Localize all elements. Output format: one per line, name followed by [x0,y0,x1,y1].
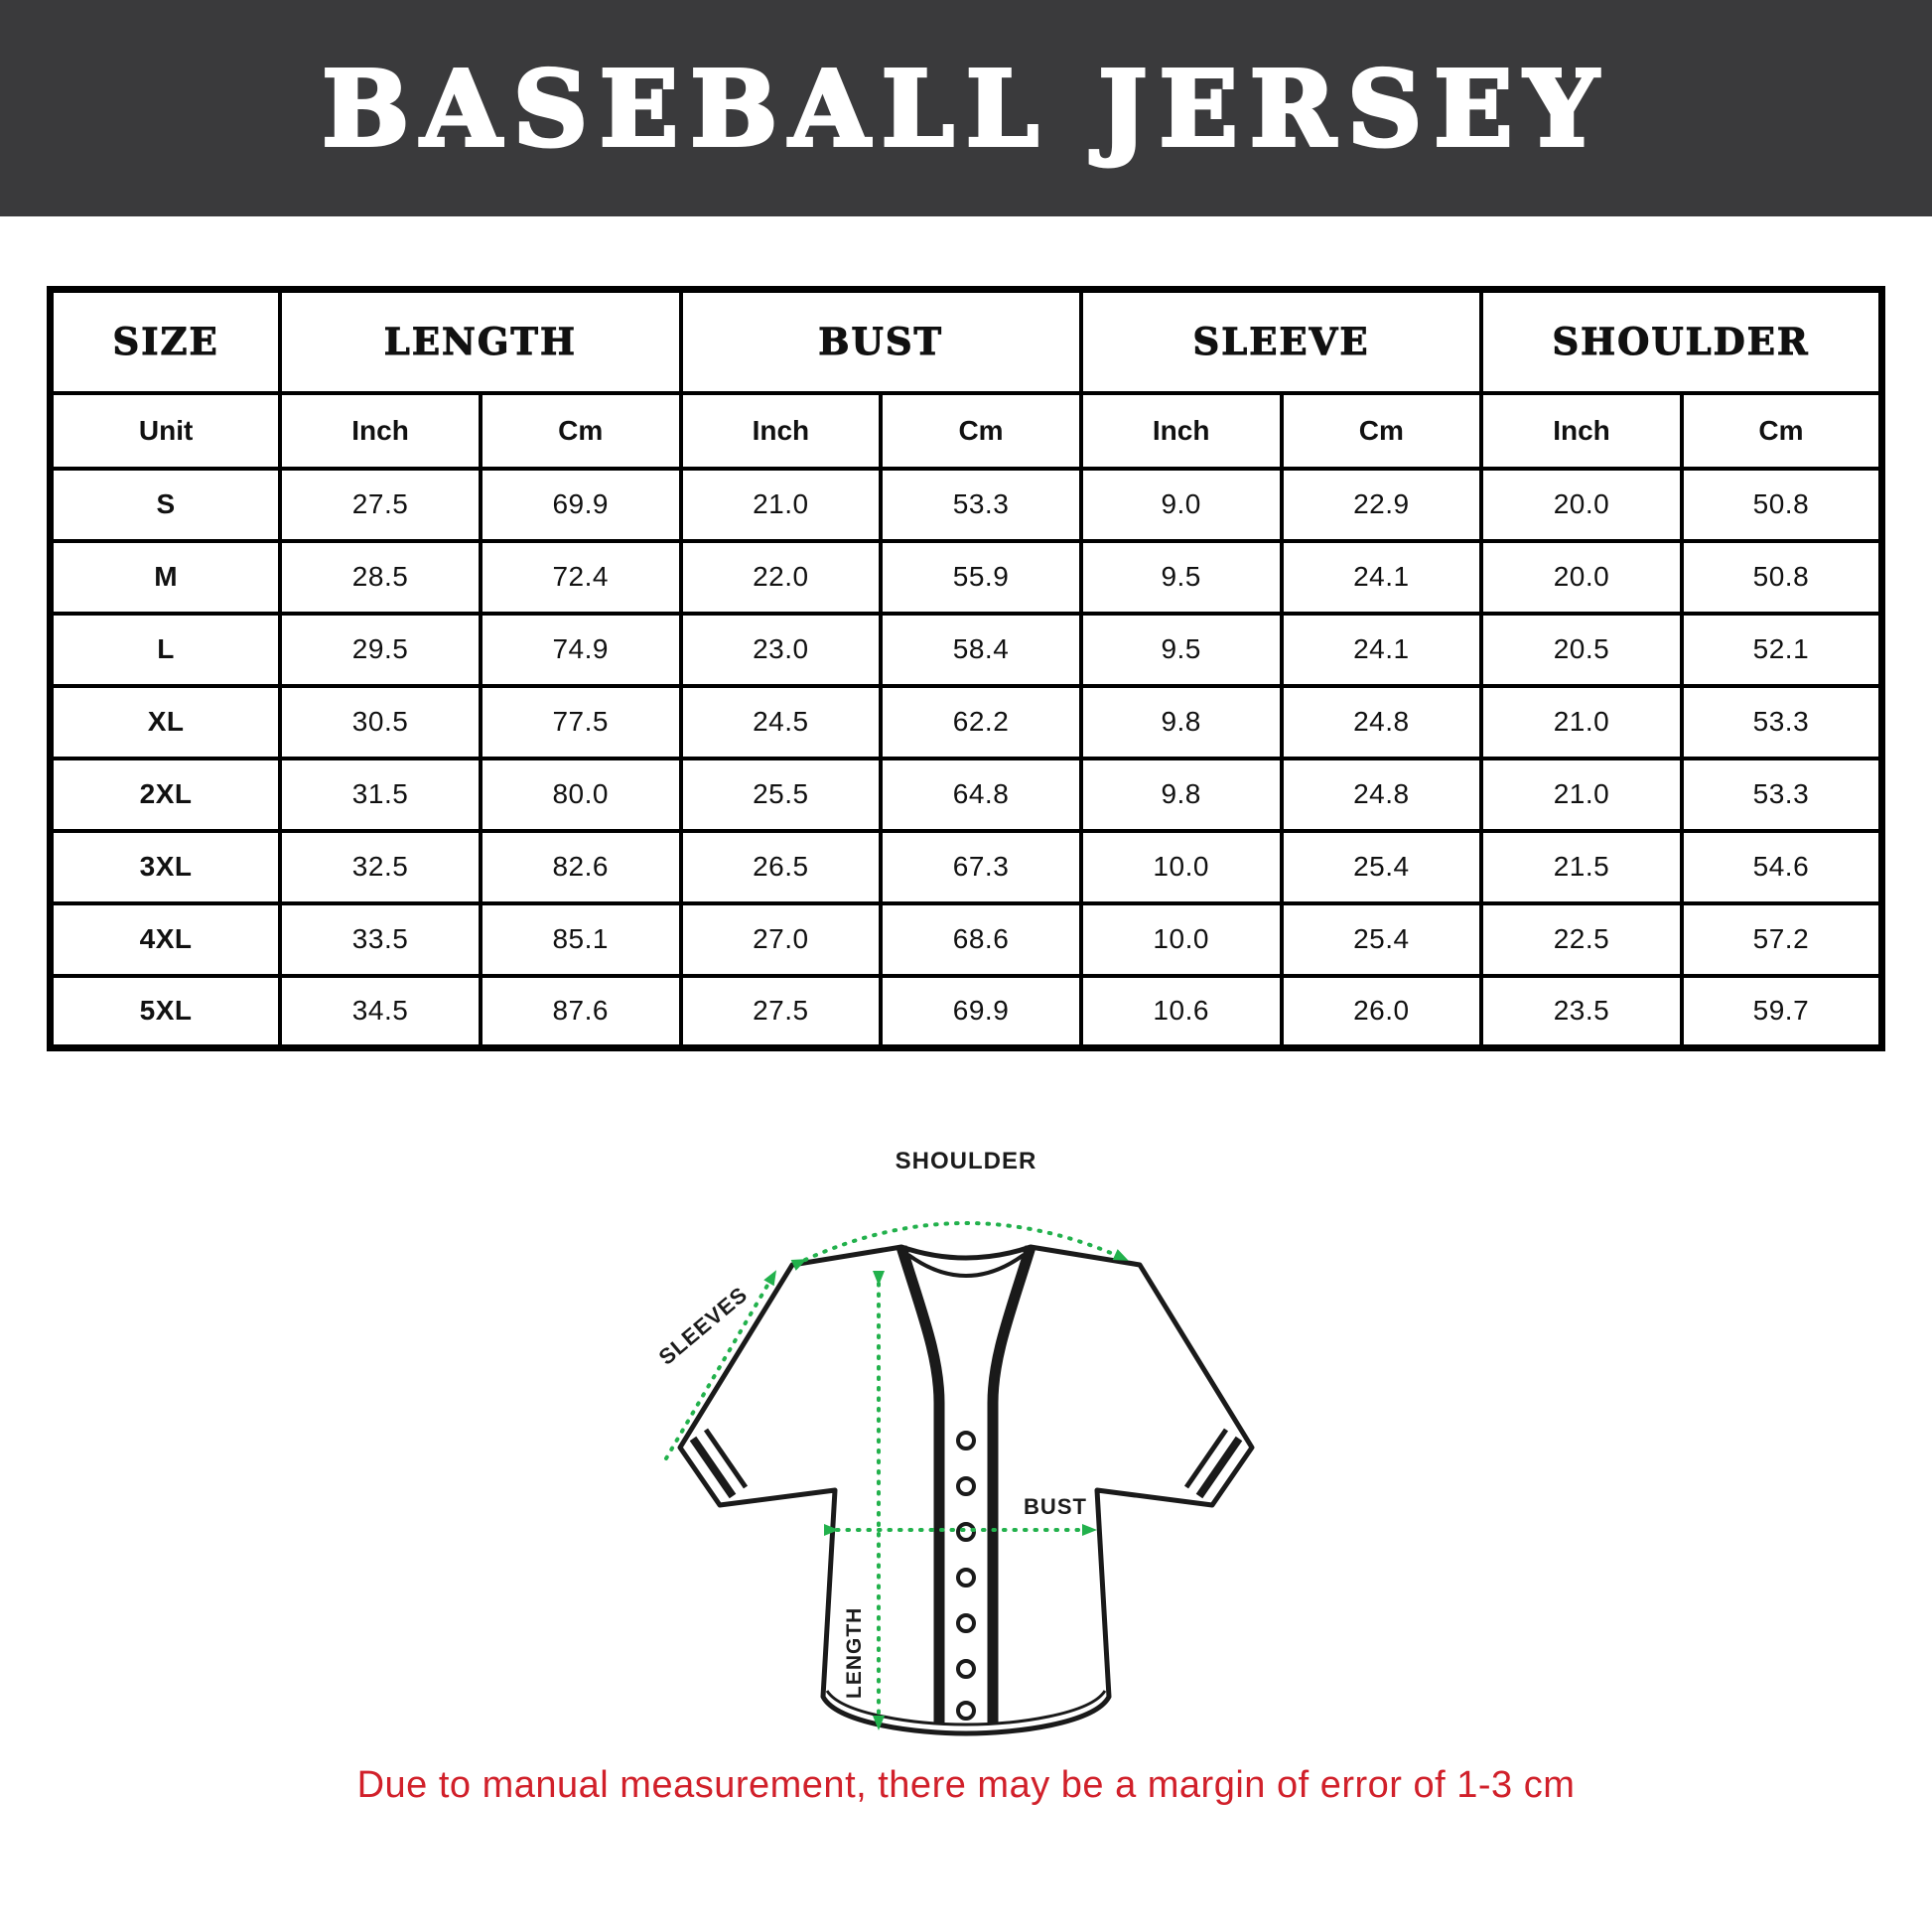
table-row [51,614,1882,686]
value-cell: 24.1 [1282,541,1482,614]
value-cell: 53.3 [881,469,1081,541]
table-row [51,831,1882,903]
value-cell: 24.1 [1282,614,1482,686]
value-cell: 21.5 [1481,831,1682,903]
value-cell: 25.4 [1282,903,1482,976]
page-title: BASEBALL JERSEY [322,47,1610,170]
bust-label: BUST [1024,1494,1087,1519]
value-cell: 20.0 [1481,541,1682,614]
value-cell: 80.0 [481,759,681,831]
value-cell: 23.5 [1481,976,1682,1048]
column-header-size: SIZE [51,290,281,393]
table-row [51,686,1882,759]
value-cell: 27.0 [681,903,882,976]
unit-header-row [51,393,1882,469]
value-cell: 69.9 [881,976,1081,1048]
size-table-container [0,216,1932,1051]
unit-cell: Cm [881,393,1081,469]
value-cell: 53.3 [1682,686,1882,759]
size-cell: 5XL [51,976,281,1048]
length-label: LENGTH [843,1606,866,1699]
unit-cell: Inch [681,393,882,469]
value-cell: 22.5 [1481,903,1682,976]
value-cell: 52.1 [1682,614,1882,686]
value-cell: 54.6 [1682,831,1882,903]
value-cell: 69.9 [481,469,681,541]
value-cell: 25.4 [1282,831,1482,903]
size-cell: XL [51,686,281,759]
value-cell: 58.4 [881,614,1081,686]
column-header-sleeve: SLEEVE [1081,290,1481,393]
size-cell: S [51,469,281,541]
column-header-shoulder: SHOULDER [1481,290,1881,393]
size-cell: 4XL [51,903,281,976]
value-cell: 62.2 [881,686,1081,759]
value-cell: 64.8 [881,759,1081,831]
value-cell: 28.5 [280,541,481,614]
size-cell: L [51,614,281,686]
unit-cell: Cm [481,393,681,469]
table-row [51,976,1882,1048]
value-cell: 29.5 [280,614,481,686]
value-cell: 9.8 [1081,686,1282,759]
table-row [51,903,1882,976]
value-cell: 59.7 [1682,976,1882,1048]
unit-cell: Inch [1081,393,1282,469]
value-cell: 24.8 [1282,686,1482,759]
value-cell: 77.5 [481,686,681,759]
size-cell: 2XL [51,759,281,831]
unit-cell: Cm [1682,393,1882,469]
column-header-bust: BUST [681,290,1081,393]
value-cell: 68.6 [881,903,1081,976]
value-cell: 34.5 [280,976,481,1048]
value-cell: 85.1 [481,903,681,976]
value-cell: 24.8 [1282,759,1482,831]
value-cell: 9.5 [1081,614,1282,686]
value-cell: 9.5 [1081,541,1282,614]
value-cell: 21.0 [1481,759,1682,831]
size-cell: M [51,541,281,614]
table-row [51,759,1882,831]
value-cell: 72.4 [481,541,681,614]
jersey-measurement-diagram [0,1143,1932,1738]
value-cell: 50.8 [1682,541,1882,614]
value-cell: 26.0 [1282,976,1482,1048]
table-header-row [51,290,1882,393]
value-cell: 27.5 [280,469,481,541]
value-cell: 10.6 [1081,976,1282,1048]
value-cell: 67.3 [881,831,1081,903]
value-cell: 57.2 [1682,903,1882,976]
value-cell: 9.8 [1081,759,1282,831]
value-cell: 10.0 [1081,831,1282,903]
value-cell: 26.5 [681,831,882,903]
unit-cell: Inch [280,393,481,469]
sleeves-label: SLEEVES [653,1281,753,1370]
value-cell: 55.9 [881,541,1081,614]
value-cell: 82.6 [481,831,681,903]
table-row [51,469,1882,541]
value-cell: 21.0 [681,469,882,541]
unit-cell: Unit [51,393,281,469]
value-cell: 10.0 [1081,903,1282,976]
size-table [47,286,1885,1051]
value-cell: 31.5 [280,759,481,831]
value-cell: 23.0 [681,614,882,686]
value-cell: 9.0 [1081,469,1282,541]
table-row [51,541,1882,614]
value-cell: 22.9 [1282,469,1482,541]
title-bar [0,0,1932,216]
value-cell: 50.8 [1682,469,1882,541]
size-cell: 3XL [51,831,281,903]
value-cell: 20.0 [1481,469,1682,541]
shoulder-label: SHOULDER [895,1148,1037,1174]
unit-cell: Inch [1481,393,1682,469]
value-cell: 22.0 [681,541,882,614]
value-cell: 33.5 [280,903,481,976]
value-cell: 53.3 [1682,759,1882,831]
value-cell: 25.5 [681,759,882,831]
value-cell: 21.0 [1481,686,1682,759]
value-cell: 32.5 [280,831,481,903]
jersey-diagram-svg [648,1143,1284,1738]
value-cell: 87.6 [481,976,681,1048]
value-cell: 27.5 [681,976,882,1048]
value-cell: 74.9 [481,614,681,686]
value-cell: 30.5 [280,686,481,759]
unit-cell: Cm [1282,393,1482,469]
value-cell: 24.5 [681,686,882,759]
value-cell: 20.5 [1481,614,1682,686]
measurement-disclaimer: Due to manual measurement, there may be a margin of error of 1-3 cm [356,1764,1576,1806]
column-header-length: LENGTH [280,290,680,393]
